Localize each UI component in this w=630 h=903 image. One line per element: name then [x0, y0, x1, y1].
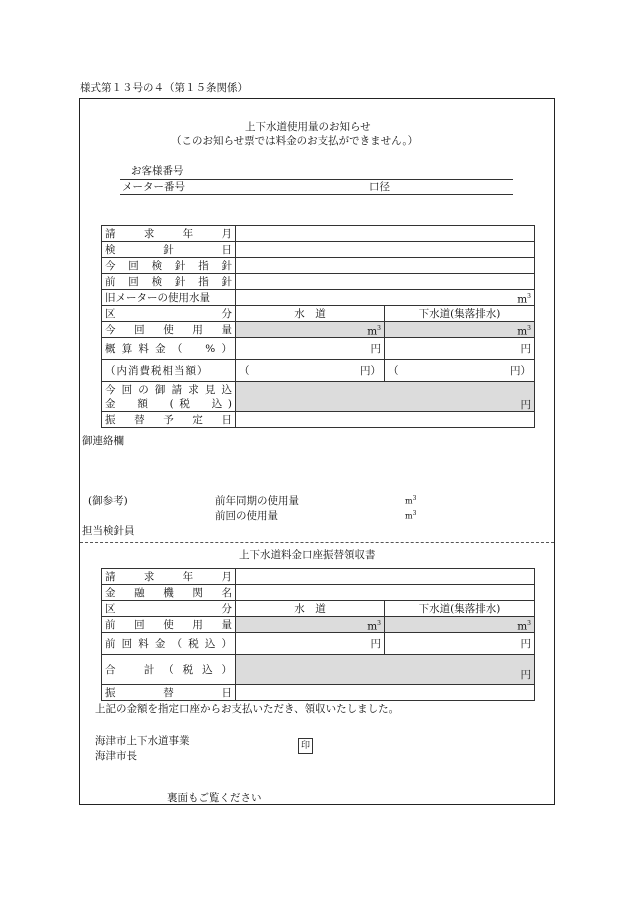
receipt-previous-usage-water-unit: $m^3$ [236, 617, 385, 633]
consumption-tax-label: （内消費税相当額） [102, 360, 236, 382]
table-row [102, 412, 535, 428]
same-period-unit: $m^3$ [405, 495, 417, 506]
consumption-tax-water [236, 360, 385, 382]
table-row [102, 306, 535, 322]
receipt-billing-month-label: 請 求 年 月 [102, 569, 236, 585]
previous-usage-unit: $m^3$ [405, 510, 417, 521]
planned-charge-line2: 金 額 (税 込) [105, 397, 232, 410]
customer-number-label: お客様番号 [131, 165, 184, 177]
footer-note: 裏面もご覧ください [167, 792, 262, 804]
meter-number-line [120, 194, 513, 195]
old-meter-usage-unit: $m^3$ [236, 290, 535, 306]
table-row [102, 585, 535, 601]
previous-fee-sewer-yen: 円 [385, 633, 535, 655]
current-usage-label: 今 回 使 用 量 [102, 322, 236, 338]
paren-open: （ [239, 364, 250, 377]
paren-open: （ [388, 364, 399, 377]
org-line1: 海津市上下水道事業 [95, 735, 190, 747]
water-header: 水 道 [236, 306, 385, 322]
table-row [102, 685, 535, 701]
receipt-category-label: 区 分 [102, 601, 236, 617]
paren-close: 円） [360, 364, 381, 377]
seal-stamp: 印 [298, 738, 313, 754]
table-row [102, 633, 535, 655]
table-row [102, 338, 535, 360]
planned-charge-yen: 円 [236, 382, 535, 412]
same-period-last-year-label: 前年同期の使用量 [215, 495, 299, 507]
total-yen: 円 [236, 655, 535, 685]
receipt-billing-month-value [236, 569, 535, 585]
current-usage-water-unit: $m^3$ [236, 322, 385, 338]
receipt-title: 上下水道料金口座振替領収書 [239, 549, 376, 561]
receipt-previous-usage-label: 前 回 使 用 量 [102, 617, 236, 633]
estimated-fee-sewer-yen: 円 [385, 338, 535, 360]
planned-charge-line1: 今回の御請求見込 [105, 383, 232, 396]
sewer-header: 下水道(集落排水) [385, 306, 535, 322]
receipt-statement: 上記の金額を指定口座からお支払いただき、領収いたしました。 [95, 703, 400, 715]
transfer-date-label: 振 替 日 [102, 685, 236, 701]
reference-label: (御参考) [88, 495, 128, 507]
contact-column-label: 御連絡欄 [82, 435, 124, 447]
table-row [102, 242, 535, 258]
meter-reader-label: 担当検針員 [82, 525, 135, 537]
billing-month-value [236, 226, 535, 242]
receipt-water-header: 水 道 [236, 601, 385, 617]
table-row [102, 655, 535, 685]
notice-subtitle: （このお知らせ票では料金のお支払ができません。） [171, 135, 419, 147]
estimated-fee-label: 概算料金（ %） [102, 338, 236, 360]
caliber-label: 口径 [369, 181, 390, 193]
financial-institution-label: 金 融 機 関 名 [102, 585, 236, 601]
notice-title: 上下水道使用量のお知らせ [245, 121, 371, 133]
reading-date-value [236, 242, 535, 258]
org-line2: 海津市長 [95, 750, 137, 762]
previous-reading-value [236, 274, 535, 290]
table-row [102, 382, 535, 412]
table-row [102, 601, 535, 617]
previous-fee-water-yen: 円 [236, 633, 385, 655]
table-row [102, 322, 535, 338]
reading-date-label: 検 針 日 [102, 242, 236, 258]
customer-number-line [120, 179, 513, 180]
receipt-previous-usage-sewer-unit: $m^3$ [385, 617, 535, 633]
estimated-fee-water-yen: 円 [236, 338, 385, 360]
table-row [102, 226, 535, 242]
previous-fee-label: 前回料金（税込） [102, 633, 236, 655]
table-row [102, 258, 535, 274]
cut-line [80, 542, 554, 543]
transfer-planned-date-value [236, 412, 535, 428]
table-row [102, 274, 535, 290]
table-row [102, 290, 535, 306]
total-label: 合 計（税込） [102, 655, 236, 685]
transfer-planned-date-label: 振 替 予 定 日 [102, 412, 236, 428]
current-usage-sewer-unit: $m^3$ [385, 322, 535, 338]
category-label: 区 分 [102, 306, 236, 322]
previous-usage-label: 前回の使用量 [215, 510, 278, 522]
paren-close: 円） [510, 364, 531, 377]
billing-month-label: 請 求 年 月 [102, 226, 236, 242]
current-reading-label: 今回検針指針 [102, 258, 236, 274]
table-row [102, 360, 535, 382]
current-reading-value [236, 258, 535, 274]
previous-reading-label: 前回検針指針 [102, 274, 236, 290]
consumption-tax-sewer [385, 360, 535, 382]
transfer-date-value [236, 685, 535, 701]
financial-institution-value [236, 585, 535, 601]
form-number: 様式第１３号の４（第１５条関係） [80, 82, 248, 94]
meter-number-label: メーター番号 [122, 181, 185, 193]
old-meter-usage-label: 旧メーターの使用水量 [102, 290, 236, 306]
receipt-table [101, 568, 535, 701]
planned-charge-label [102, 382, 236, 412]
table-row [102, 569, 535, 585]
receipt-sewer-header: 下水道(集落排水) [385, 601, 535, 617]
usage-table [101, 225, 535, 428]
table-row [102, 617, 535, 633]
